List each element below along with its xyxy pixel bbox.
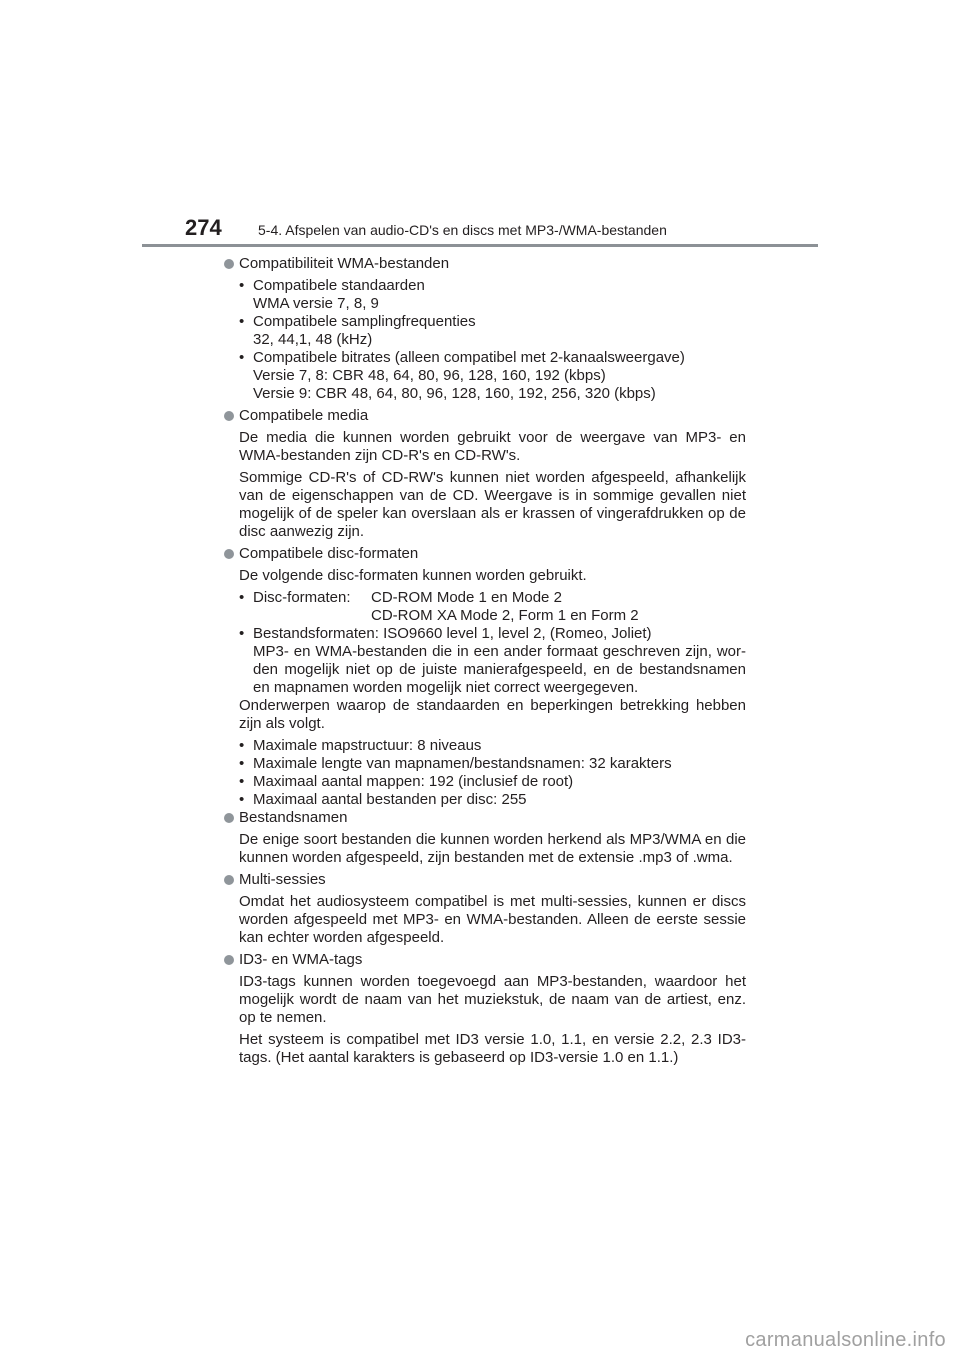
section-wma-compatibility	[222, 255, 746, 403]
paragraph: Onderwerpen waarop de standaarden en beperkingen betrekking hebben zijn als volgt.	[239, 697, 746, 732]
chapter-title: 5-4. Afspelen van audio-CD's en discs met MP3-/WMA-bestanden	[258, 222, 667, 238]
section-body	[222, 893, 746, 947]
section-title-formats: Compatibele disc-formaten	[239, 545, 419, 562]
disc-formats-label: • Disc-formaten:	[253, 589, 351, 606]
paragraph: Sommige CD-R's of CD-RW's kunnen niet worden afgespeeld, afhankelijk van de eigenschappen van de CD. Weergave is in sommige gevallen niet mogelijk of de speler kan overslaan als er krassen of vingerafdrukken op de disc aanwezig zijn.	[239, 469, 746, 540]
section-title-filenames: Bestandsnamen	[239, 809, 348, 826]
section-multi-session	[222, 871, 746, 947]
section-compatible-media	[222, 407, 746, 541]
section-title-media: Compatibele media	[239, 407, 369, 424]
list-item-detail: WMA versie 7, 8, 9	[253, 295, 379, 312]
disc-format-value: CD-ROM Mode 1 en Mode 2	[371, 589, 562, 606]
list-item: • Maximaal aantal bestanden per disc: 255	[239, 791, 746, 809]
list-item: • Maximaal aantal mappen: 192 (inclusief de root)	[239, 773, 746, 791]
section-heading	[222, 255, 746, 273]
section-file-names	[222, 809, 746, 867]
paragraph: De volgende disc-formaten kunnen worden gebruikt.	[239, 567, 587, 584]
list-item-detail: Versie 7, 8: CBR 48, 64, 80, 96, 128, 160, 192 (kbps)	[253, 367, 606, 384]
section-body	[222, 973, 746, 1067]
page-content	[222, 255, 746, 1067]
list-item	[239, 313, 746, 349]
page-number: 274	[185, 215, 222, 240]
paragraph: ID3-tags kunnen worden toegevoegd aan MP3-bestanden, waardoor het mogelijk wordt de naam van het muziekstuk, de naam van de artiest, enz. op te nemen.	[239, 973, 746, 1026]
list-item: • Maximale lengte van mapnamen/bestandsnamen: 32 karakters	[239, 755, 746, 773]
list-item-label: • Compatibele standaarden	[253, 277, 425, 294]
watermark-logo: carmanualsonline.info	[745, 1329, 946, 1351]
header-rule	[142, 244, 818, 247]
file-formats-note: MP3- en WMA-bestanden die in een ander formaat geschreven zijn, wor-den mogelijk niet op de juiste manierafgespeeld, en de bestandsnamen en mapnamen worden mogelijk niet correct weergegeven.	[253, 643, 746, 696]
bullet-dot-icon	[224, 813, 234, 823]
bullet-dot-icon	[224, 955, 234, 965]
section-heading	[222, 809, 746, 827]
disc-formats-values	[371, 589, 639, 625]
list-item: • Maximale mapstructuur: 8 niveaus	[239, 737, 746, 755]
paragraph: Omdat het audiosysteem compatibel is met multi-sessies, kunnen er discs worden afgespeeld met MP3- en WMA-bestanden. Alleen de eerste sessie kan echter worden afgespeeld.	[239, 893, 746, 946]
bullet-dot-icon	[224, 259, 234, 269]
paragraph: De media die kunnen worden gebruikt voor de weergave van MP3- en WMA-bestanden zijn CD-R's en CD-RW's.	[239, 429, 746, 464]
list-item-label: • Compatibele samplingfrequenties	[253, 313, 476, 330]
disc-format-row	[253, 589, 746, 625]
section-heading	[222, 545, 746, 563]
paragraph: De enige soort bestanden die kunnen worden herkend als MP3/WMA en die kunnen worden afgespeeld, zijn bestanden met de extensie .mp3 of .wma.	[239, 831, 746, 866]
section-body	[222, 429, 746, 541]
section-body	[222, 567, 746, 809]
paragraph: Het systeem is compatibel met ID3 versie 1.0, 1.1, en versie 2.2, 2.3 ID3-tags. (Het aantal karakters is gebaseerd op ID3-versie 1.0 en 1.1.)	[239, 1031, 746, 1066]
list-item	[239, 625, 746, 697]
section-disc-formats	[222, 545, 746, 809]
list-item-detail: 32, 44,1, 48 (kHz)	[253, 331, 373, 348]
section-title-tags: ID3- en WMA-tags	[239, 951, 363, 968]
list-item	[239, 349, 746, 403]
wma-list	[222, 277, 746, 403]
list-item-label: • Compatibele bitrates (alleen compatibel met 2-kanaalsweergave)	[253, 349, 685, 366]
limits-list	[239, 737, 746, 809]
bullet-dot-icon	[224, 875, 234, 885]
formats-list	[239, 589, 746, 697]
bullet-dot-icon	[224, 549, 234, 559]
disc-format-value: CD-ROM XA Mode 2, Form 1 en Form 2	[371, 607, 639, 624]
section-heading	[222, 871, 746, 889]
section-heading	[222, 951, 746, 969]
section-title-wma: Compatibiliteit WMA-bestanden	[239, 255, 450, 272]
list-item	[239, 589, 746, 625]
list-item	[239, 277, 746, 313]
file-formats: • Bestandsformaten: ISO9660 level 1, level 2, (Romeo, Joliet)	[253, 625, 652, 642]
section-title-multisession: Multi-sessies	[239, 871, 326, 888]
section-id3-wma-tags	[222, 951, 746, 1067]
list-item-detail: Versie 9: CBR 48, 64, 80, 96, 128, 160, 192, 256, 320 (kbps)	[253, 385, 656, 402]
bullet-dot-icon	[224, 411, 234, 421]
section-body	[222, 831, 746, 867]
section-heading	[222, 407, 746, 425]
